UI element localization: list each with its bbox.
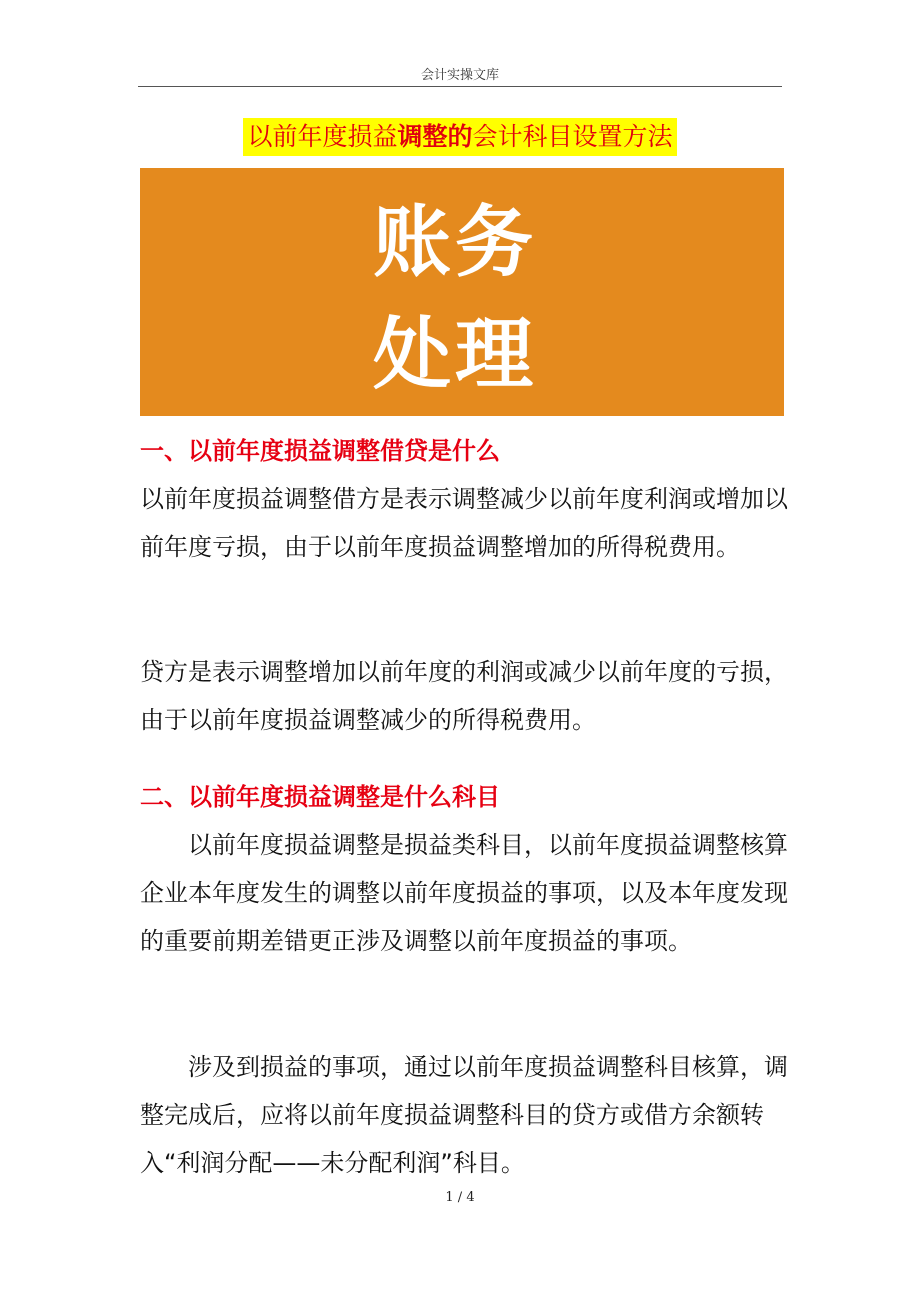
section-1-paragraph-2: 贷方是表示调整增加以前年度的利润或减少以前年度的亏损，由于以前年度损益调整减少的所得税费用。 [140, 658, 788, 734]
title-part-3: 会计科目设置方法 [472, 122, 673, 151]
banner-line-2: 处理 [373, 310, 538, 400]
header-divider [138, 86, 782, 87]
section-2-paragraph-2: 涉及到损益的事项，通过以前年度损益调整科目核算，调整完成后，应将以前年度损益调整科目的贷方或借方余额转入“利润分配——未分配利润”科目。 [140, 1053, 788, 1177]
page-number: 1 / 4 [445, 1190, 475, 1205]
section-heading-1: 一、以前年度损益调整借贷是什么 [140, 437, 500, 465]
section-1-paragraph-1: 以前年度损益调整借方是表示调整减少以前年度利润或增加以前年度亏损，由于以前年度损益调整增加的所得税费用。 [140, 485, 788, 561]
section-heading-2: 二、以前年度损益调整是什么科目 [140, 783, 500, 811]
title-wrap [0, 118, 920, 156]
section-2-paragraph-1: 以前年度损益调整是损益类科目，以前年度损益调整核算企业本年度发生的调整以前年度损益的事项，以及本年度发现的重要前期差错更正涉及调整以前年度损益的事项。 [140, 831, 788, 955]
page-header: 会计实操文库 [420, 68, 499, 83]
banner-image [140, 168, 784, 416]
title-part-2: 调整的 [397, 122, 473, 151]
document-title [243, 118, 676, 156]
banner-line-1: 账务 [373, 198, 538, 288]
title-part-1: 以前年度损益 [247, 122, 398, 151]
